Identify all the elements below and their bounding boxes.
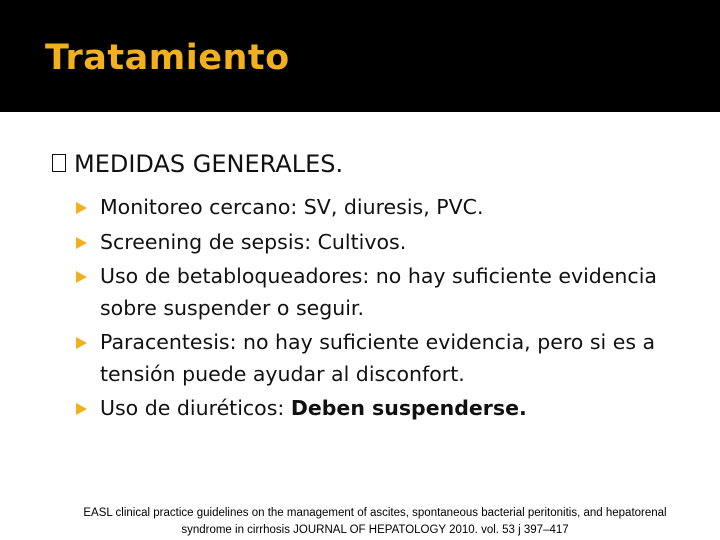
list-item-text: Uso de betabloqueadores: no hay suficiente evidencia sobre suspender o seguir.	[100, 264, 657, 320]
triangle-bullet-icon	[76, 271, 88, 283]
list-item	[76, 227, 692, 259]
list-item	[76, 393, 692, 425]
bullet-list	[52, 192, 692, 425]
citation-line: syndrome in cirrhosis JOURNAL OF HEPATOLOGY 2010. vol. 53 j 397–417	[181, 524, 569, 536]
triangle-bullet-icon	[76, 202, 88, 214]
slide-content	[52, 146, 692, 428]
list-item-text: Monitoreo cercano: SV, diuresis, PVC.	[100, 195, 484, 219]
citation-line: EASL clinical practice guidelines on the management of ascites, spontaneous bacterial peritonitis, and hepatorenal	[83, 507, 667, 519]
list-item-text	[100, 393, 692, 425]
triangle-bullet-icon	[76, 237, 88, 249]
list-item-text: Paracentesis: no hay suficiente evidencia, pero si es a tensión puede ayudar al disconfort.	[100, 330, 656, 386]
slide-title: Tratamiento	[45, 38, 290, 78]
heading-line	[52, 146, 692, 182]
list-item	[76, 261, 692, 324]
list-item-emphasis: Deben suspenderse.	[290, 396, 527, 420]
list-item-text: Screening de sepsis: Cultivos.	[100, 229, 407, 254]
triangle-bullet-icon	[76, 337, 88, 349]
list-item	[76, 192, 692, 224]
citation	[30, 505, 720, 539]
title-bar	[0, 0, 720, 112]
list-item-label: Uso de diuréticos:	[100, 396, 291, 420]
box-bullet-icon	[52, 154, 66, 172]
section-heading: MEDIDAS GENERALES.	[74, 150, 344, 178]
triangle-bullet-icon	[76, 403, 88, 415]
list-item	[76, 327, 692, 390]
